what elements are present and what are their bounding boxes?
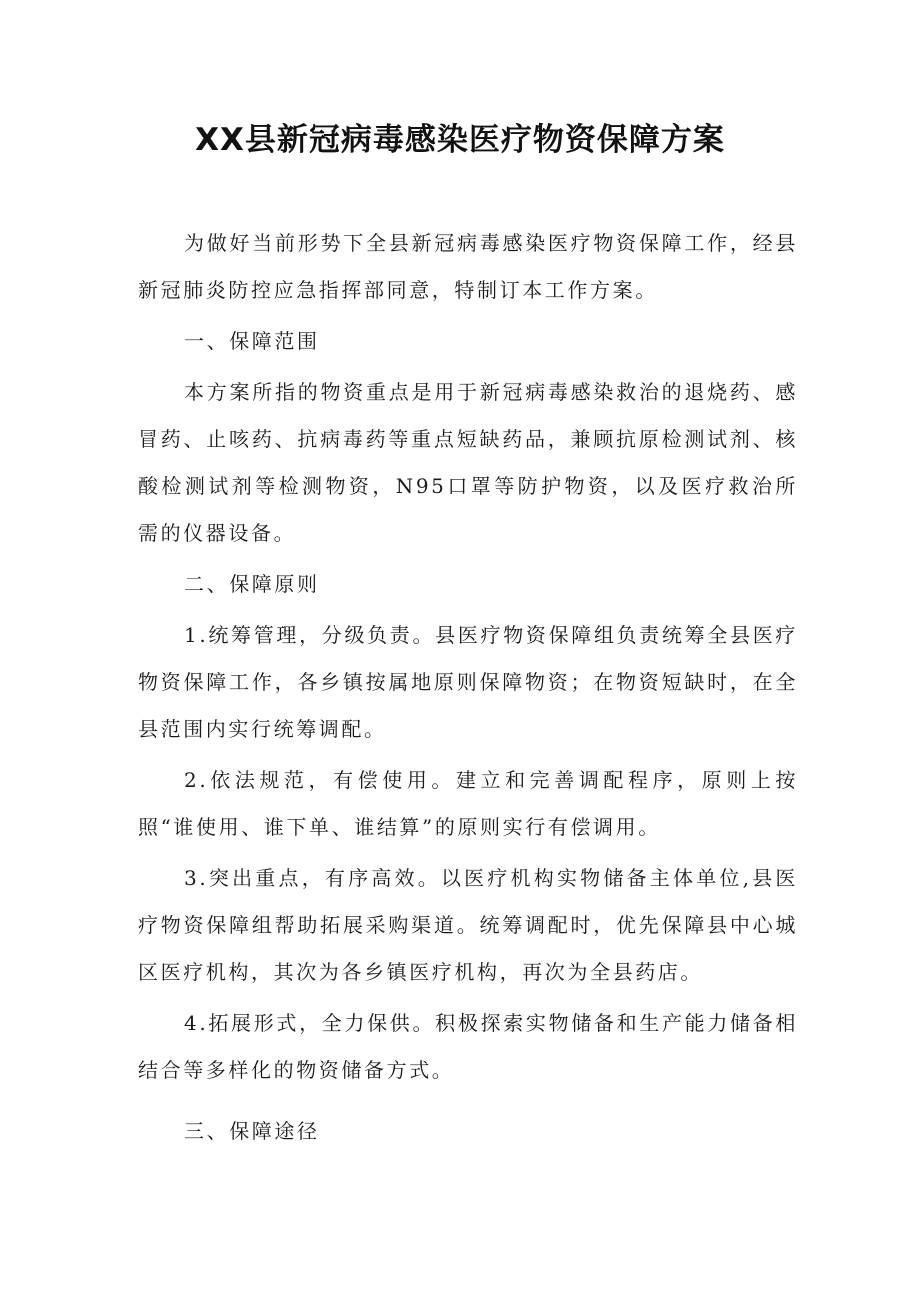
principle-3-paragraph: 3.突出重点，有序高效。以医疗机构实物储备主体单位,县医疗物资保障组帮助拓展采购渠道。统筹调配时，优先保障县中心城区医疗机构，其次为各乡镇医疗机构，再次为全县药店。 bbox=[138, 866, 798, 984]
principle-1-paragraph: 1.统筹管理，分级负责。县医疗物资保障组负责统筹全县医疗物资保障工作，各乡镇按属地原则保障物资；在物资短缺时，在全县范围内实行统筹调配。 bbox=[138, 623, 798, 741]
principle-2-paragraph: 2.依法规范，有偿使用。建立和完善调配程序，原则上按照“谁使用、谁下单、谁结算”的原则实行有偿调用。 bbox=[138, 768, 798, 839]
spacer bbox=[138, 1094, 798, 1108]
section-heading-scope: 一、保障范围 bbox=[184, 329, 320, 353]
document-title: XX县新冠病毒感染医疗物资保障方案 bbox=[195, 122, 725, 158]
document-body bbox=[138, 220, 798, 1155]
intro-paragraph: 为做好当前形势下全县新冠病毒感染医疗物资保障工作，经县新冠肺炎防控应急指挥部同意，特制订本工作方案。 bbox=[138, 231, 798, 302]
section-heading-channels: 三、保障途径 bbox=[184, 1119, 320, 1143]
scope-paragraph: 本方案所指的物资重点是用于新冠病毒感染救治的退烧药、感冒药、止咳药、抗病毒药等重点短缺药品，兼顾抗原检测试剂、核酸检测试剂等检测物资，N95口罩等防护物资，以及医疗救治所需的仪器设备。 bbox=[138, 380, 798, 545]
section-heading-principles: 二、保障原则 bbox=[184, 572, 320, 596]
principle-4-paragraph: 4.拓展形式，全力保供。积极探索实物储备和生产能力储备相结合等多样化的物资储备方式。 bbox=[138, 1011, 798, 1082]
